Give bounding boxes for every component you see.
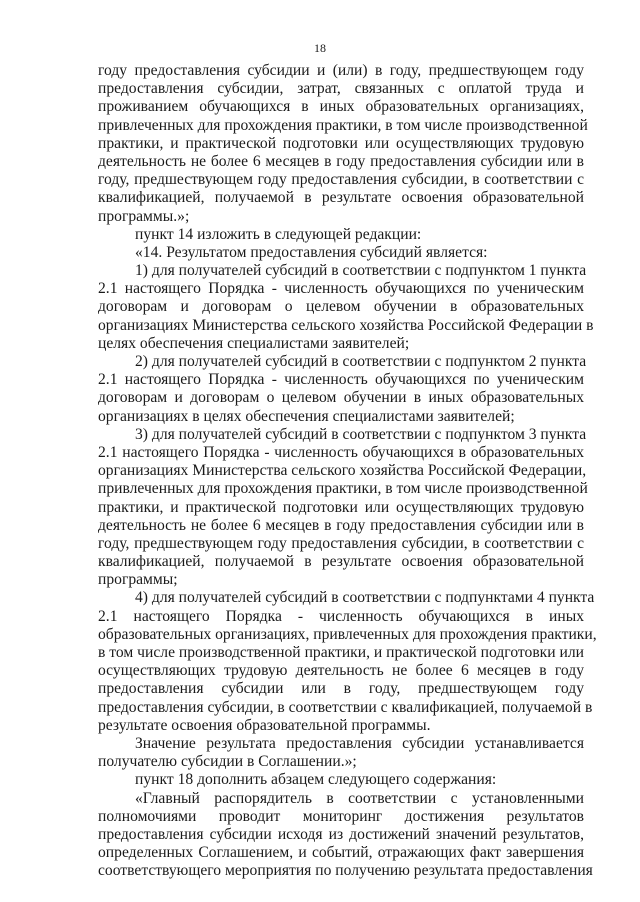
text-line: Значение результата предоставления субсидии устанавливается <box>135 734 584 752</box>
text-line: году, предшествующем году предоставления субсидии, в соответствии с <box>98 171 584 189</box>
text-line: предоставления субсидии, затрат, связанных с оплатой труда и <box>98 80 584 98</box>
text-line: в том числе производственной практики, и практической подготовки или <box>98 644 584 661</box>
page-number: 18 <box>314 41 326 55</box>
text-line: 4) для получателей субсидий в соответствии с подпунктами 4 пункта <box>135 589 595 607</box>
body-text <box>98 62 597 880</box>
text-line: 2.1 настоящего Порядка - численность обучающихся по ученическим <box>98 371 584 389</box>
text-line: деятельность не более 6 месяцев в году предоставления субсидии или в <box>98 152 584 170</box>
text-line: привлеченных для прохождения практики, в том числе производственной <box>98 116 588 134</box>
text-line: предоставления субсидии или в году, предшествующем году <box>98 680 584 698</box>
text-line: полномочиями проводит мониторинг достижения результатов <box>98 807 584 825</box>
text-line: программы; <box>98 571 178 589</box>
text-line: пункт 14 изложить в следующей редакции: <box>135 225 422 243</box>
text-line: организациях Министерства сельского хозяйства Российской Федерации в <box>98 316 594 334</box>
text-line: квалификацией, получаемой в результате освоения образовательной <box>98 189 584 207</box>
text-line: 2.1 настоящего Порядка - численность обучающихся в образовательных <box>98 443 584 461</box>
text-line: квалификацией, получаемой в результате освоения образовательной <box>98 553 584 571</box>
text-line: году предоставления субсидии и (или) в году, предшествующем году <box>98 62 584 79</box>
text-line: образовательных организациях, привлеченных для прохождения практики, <box>98 625 597 643</box>
text-line: практики, и практической подготовки или осуществляющих трудовую <box>98 498 584 516</box>
text-line: договорам и договорам о целевом обучении в образовательных <box>98 298 584 316</box>
text-line: определенных Соглашением, и событий, отражающих факт завершения <box>98 844 584 862</box>
text-line: «14. Результатом предоставления субсидий является: <box>135 243 488 261</box>
text-line: 1) для получателей субсидий в соответствии с подпунктом 1 пункта <box>135 262 587 280</box>
text-line: проживанием обучающихся в иных образовательных организациях, <box>98 98 584 116</box>
text-line: результате освоения образовательной программы. <box>98 716 431 734</box>
text-line: практики, и практической подготовки или осуществляющих трудовую <box>98 134 584 152</box>
text-line: организациях Министерства сельского хозяйства Российской Федерации, <box>98 462 587 480</box>
text-line: предоставления субсидии, в соответствии с квалификацией, получаемой в <box>98 698 593 716</box>
text-line: привлеченных для прохождения практики, в том числе производственной <box>98 480 588 498</box>
text-line: 3) для получателей субсидий в соответствии с подпунктом 3 пункта <box>135 425 587 443</box>
text-line: организациях в целях обеспечения специалистами заявителей; <box>98 407 515 425</box>
text-line: «Главный распорядитель в соответствии с установленными <box>135 789 584 807</box>
text-line: пункт 18 дополнить абзацем следующего содержания: <box>135 771 497 789</box>
text-line: 2.1 настоящего Порядка - численность обучающихся в иных <box>98 607 584 625</box>
text-line: осуществляющих трудовую деятельность не более 6 месяцев в году <box>98 662 584 680</box>
text-line: получателю субсидии в Соглашении.»; <box>98 753 357 771</box>
text-line: 2) для получателей субсидий в соответствии с подпунктом 2 пункта <box>135 353 587 370</box>
text-line: соответствующего мероприятия по получению результата предоставления <box>98 862 593 880</box>
text-line: 2.1 настоящего Порядка - численность обучающихся по ученическим <box>98 280 584 298</box>
text-line: договорам и договорам о целевом обучении в иных образовательных <box>98 389 584 407</box>
text-line: деятельность не более 6 месяцев в году предоставления субсидии или в <box>98 516 584 534</box>
text-line: предоставления субсидии исходя из достижений значений результатов, <box>98 825 584 843</box>
text-line: программы.»; <box>98 207 190 225</box>
text-line: целях обеспечения специалистами заявителей; <box>98 334 410 352</box>
text-line: году, предшествующем году предоставления субсидии, в соответствии с <box>98 534 584 552</box>
